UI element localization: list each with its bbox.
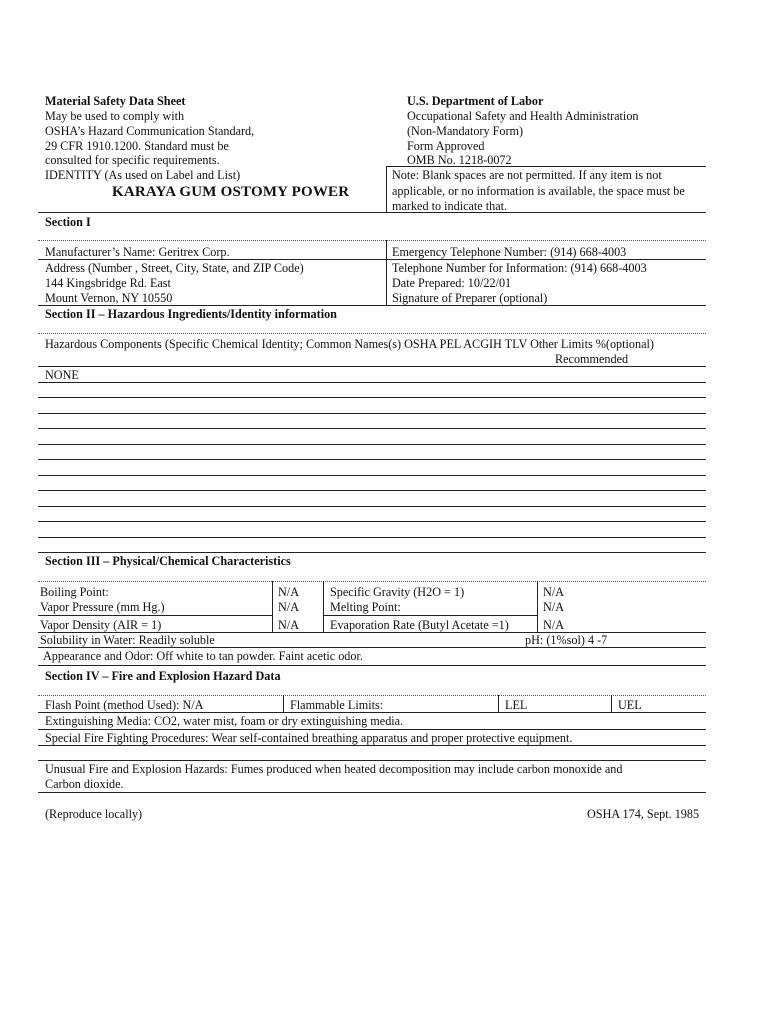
department-title: U.S. Department of Labor: [407, 94, 544, 108]
blank-row-line: [38, 428, 706, 429]
compliance-note-line: OSHA’s Hazard Communication Standard,: [45, 124, 255, 138]
evaporation-rate-value: N/A: [543, 618, 564, 632]
solubility-in-water: Solubility in Water: Readily soluble: [40, 633, 215, 647]
divider: [611, 695, 612, 712]
blank-space-note: Note: Blank spaces are not permitted. If any item is not: [392, 168, 662, 182]
divider: [38, 333, 706, 334]
divider: [283, 695, 284, 712]
blank-row-line: [38, 397, 706, 398]
date-prepared: Date Prepared: 10/22/01: [392, 276, 512, 290]
divider: [38, 259, 388, 260]
divider: [38, 665, 706, 666]
divider: [38, 240, 706, 241]
blank-space-note: marked to indicate that.: [392, 199, 508, 213]
blank-space-note: applicable, or no information is available, the space must be: [392, 184, 685, 198]
address-city: Mount Vernon, NY 10550: [45, 291, 173, 305]
blank-row-line: [38, 521, 706, 522]
divider: [537, 581, 538, 632]
preparer-signature: Signature of Preparer (optional): [392, 291, 548, 305]
blank-row-line: [38, 475, 706, 476]
divider: [38, 760, 706, 761]
divider: [388, 259, 706, 260]
flash-point: Flash Point (method Used): N/A: [45, 698, 204, 712]
information-phone: Telephone Number for Information: (914) 668-4003: [392, 261, 647, 275]
ph-value: pH: (1%sol) 4 -7: [525, 633, 608, 647]
blank-row-line: [38, 444, 706, 445]
divider: [323, 581, 324, 632]
melting-point-label: Melting Point:: [330, 600, 401, 614]
agency-line: Form Approved: [407, 139, 485, 153]
blank-row-line: [38, 552, 706, 553]
divider: [38, 305, 706, 306]
section-2-heading: Section II – Hazardous Ingredients/Identity information: [45, 307, 337, 321]
divider: [272, 581, 273, 632]
section-3-heading: Section III – Physical/Chemical Characteristics: [45, 554, 291, 568]
blank-row-line: [38, 382, 706, 383]
divider: [38, 366, 706, 367]
address-label: Address (Number , Street, City, State, and ZIP Code): [45, 261, 304, 275]
divider: [38, 729, 706, 730]
section-1-heading: Section I: [45, 215, 91, 229]
divider: [323, 615, 537, 616]
blank-row-line: [38, 459, 706, 460]
address-street: 144 Kingsbridge Rd. East: [45, 276, 171, 290]
divider: [38, 615, 273, 616]
vapor-density-value: N/A: [278, 618, 299, 632]
section-4-heading: Section IV – Fire and Explosion Hazard Data: [45, 669, 281, 683]
omb-number: OMB No. 1218-0072: [407, 153, 512, 167]
blank-row-line: [38, 413, 706, 414]
divider: [386, 240, 387, 305]
specific-gravity-value: N/A: [543, 585, 564, 599]
vapor-pressure-value: N/A: [278, 600, 299, 614]
hazardous-components-value: NONE: [45, 368, 79, 382]
emergency-phone: Emergency Telephone Number: (914) 668-4003: [392, 245, 627, 259]
evaporation-rate-label: Evaporation Rate (Butyl Acetate =1): [330, 618, 509, 632]
divider: [498, 695, 499, 712]
hazard-columns-header: Hazardous Components (Specific Chemical Identity; Common Names(s) OSHA PEL ACGIH TLV Other Limits %(optional): [45, 337, 654, 351]
unusual-fire-hazards-continued: Carbon dioxide.: [45, 777, 124, 791]
extinguishing-media: Extinguishing Media: CO2, water mist, foam or dry extinguishing media.: [45, 714, 404, 728]
appearance-and-odor: Appearance and Odor: Off white to tan powder. Faint acetic odor.: [43, 649, 363, 663]
special-fire-fighting-procedures: Special Fire Fighting Procedures: Wear self-contained breathing apparatus and proper protective equipment.: [45, 731, 573, 745]
recommended-label: Recommended: [555, 352, 629, 366]
form-number: OSHA 174, Sept. 1985: [587, 807, 700, 821]
divider: [38, 695, 706, 696]
boiling-point-value: N/A: [278, 585, 299, 599]
divider: [38, 712, 706, 713]
flammable-limits-label: Flammable Limits:: [290, 698, 384, 712]
vapor-density-label: Vapor Density (AIR = 1): [40, 618, 162, 632]
product-name: KARAYA GUM OSTOMY POWER: [112, 184, 350, 200]
divider: [386, 166, 387, 212]
divider: [38, 647, 706, 648]
compliance-note-line: 29 CFR 1910.1200. Standard must be: [45, 139, 229, 153]
melting-point-value: N/A: [543, 600, 564, 614]
blank-row-line: [38, 537, 706, 538]
divider: [38, 792, 706, 793]
divider: [38, 212, 706, 213]
unusual-fire-hazards: Unusual Fire and Explosion Hazards: Fumes produced when heated decomposition may include carbon monoxide and: [45, 762, 623, 776]
form-title: Material Safety Data Sheet: [45, 94, 186, 108]
uel-label: UEL: [618, 698, 642, 712]
vapor-pressure-label: Vapor Pressure (mm Hg.): [40, 600, 165, 614]
blank-row-line: [38, 490, 706, 491]
reproduce-note: (Reproduce locally): [45, 807, 143, 821]
divider: [38, 745, 706, 746]
blank-row-line: [38, 506, 706, 507]
specific-gravity-label: Specific Gravity (H2O = 1): [330, 585, 465, 599]
boiling-point-label: Boiling Point:: [40, 585, 109, 599]
manufacturer-name: Manufacturer’s Name: Geritrex Corp.: [45, 245, 230, 259]
compliance-note-line: May be used to comply with: [45, 109, 185, 123]
agency-line: Occupational Safety and Health Administration: [407, 109, 639, 123]
identity-label: IDENTITY (As used on Label and List): [45, 168, 241, 182]
divider: [386, 166, 706, 167]
agency-line: (Non-Mandatory Form): [407, 124, 524, 138]
lel-label: LEL: [505, 698, 528, 712]
compliance-note-line: consulted for specific requirements.: [45, 153, 220, 167]
divider: [38, 581, 706, 582]
